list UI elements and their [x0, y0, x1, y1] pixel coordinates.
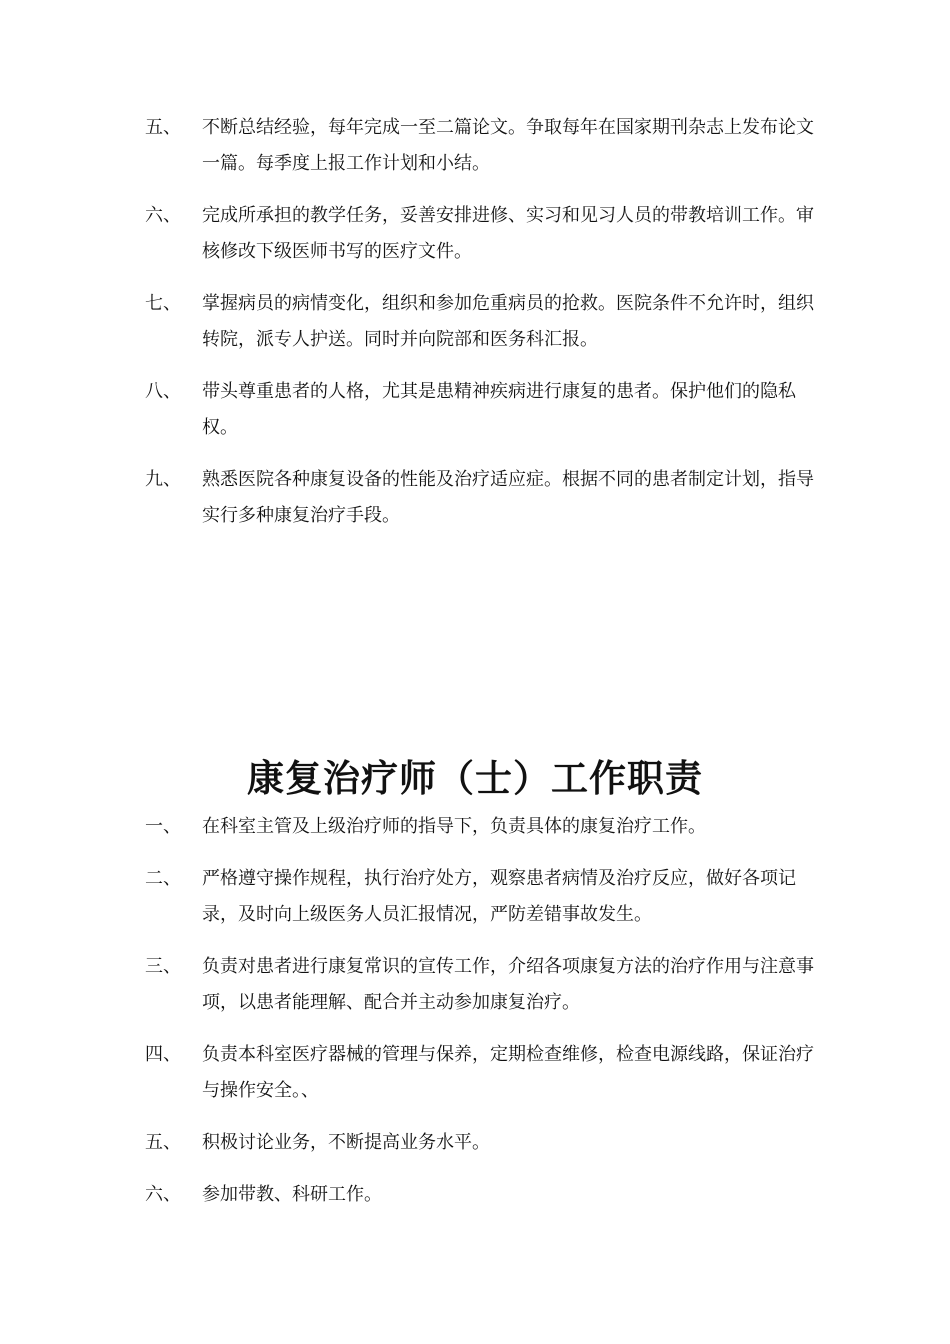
list-item	[145, 462, 815, 534]
item-text: 在科室主管及上级治疗师的指导下，负责具体的康复治疗工作。	[202, 816, 706, 837]
item-text: 熟悉医院各种康复设备的性能及治疗适应症。根据不同的患者制定计划，指导实行多种康复治疗手段。	[202, 469, 814, 526]
item-text: 带头尊重患者的人格，尤其是患精神疾病进行康复的患者。保护他们的隐私权。	[202, 381, 796, 438]
item-text: 积极讨论业务，不断提高业务水平。	[202, 1132, 490, 1153]
item-number: 六、	[145, 205, 181, 226]
item-text: 不断总结经验，每年完成一至二篇论文。争取每年在国家期刊杂志上发布论文一篇。每季度上报工作计划和小结。	[202, 117, 814, 174]
list-item	[145, 809, 815, 845]
list-item	[145, 1177, 815, 1213]
item-number: 一、	[145, 816, 181, 837]
item-text: 掌握病员的病情变化，组织和参加危重病员的抢救。医院条件不允许时，组织转院，派专人护送。同时并向院部和医务科汇报。	[202, 293, 814, 350]
list-item	[145, 286, 815, 358]
item-number: 九、	[145, 469, 181, 490]
item-number: 二、	[145, 868, 181, 889]
item-text: 参加带教、科研工作。	[202, 1184, 382, 1205]
item-number: 八、	[145, 381, 181, 402]
list-item	[145, 949, 815, 1021]
item-text: 负责本科室医疗器械的管理与保养，定期检查维修，检查电源线路，保证治疗与操作安全。、	[202, 1044, 814, 1101]
item-text: 完成所承担的教学任务，妥善安排进修、实习和见习人员的带教培训工作。审核修改下级医师书写的医疗文件。	[202, 205, 814, 262]
list-item	[145, 110, 815, 182]
item-number: 五、	[145, 117, 181, 138]
item-number: 三、	[145, 956, 181, 977]
item-text: 负责对患者进行康复常识的宣传工作，介绍各项康复方法的治疗作用与注意事项，以患者能理解、配合并主动参加康复治疗。	[202, 956, 814, 1013]
list-item	[145, 374, 815, 446]
list-item	[145, 861, 815, 933]
list-item	[145, 1125, 815, 1161]
list-item	[145, 1037, 815, 1109]
item-number: 六、	[145, 1184, 181, 1205]
list-item	[145, 198, 815, 270]
page-title: 康复治疗师（士）工作职责	[247, 757, 703, 800]
item-number: 四、	[145, 1044, 181, 1065]
item-number: 五、	[145, 1132, 181, 1153]
item-text: 严格遵守操作规程，执行治疗处方，观察患者病情及治疗反应，做好各项记录，及时向上级医务人员汇报情况，严防差错事故发生。	[202, 868, 796, 925]
item-number: 七、	[145, 293, 181, 314]
